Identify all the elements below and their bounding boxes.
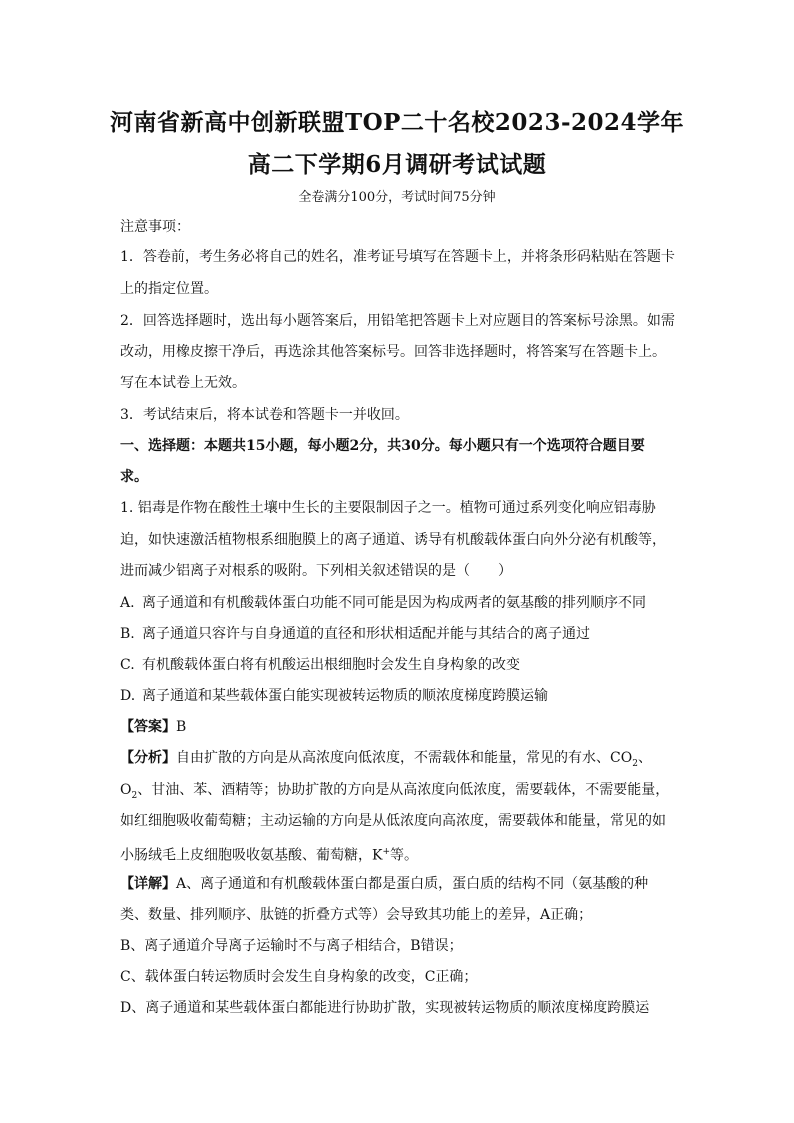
- analysis-text: 等。: [390, 847, 419, 864]
- notice-item-1-line1: 1．答卷前，考生务必将自己的姓名，准考证号填写在答题卡上，并将条形码粘贴在答题卡: [120, 249, 675, 265]
- question-stem-line2: 迫，如快速激活植物根系细胞膜上的离子通道、诱导有机酸载体蛋白向外分泌有机酸等，: [120, 532, 666, 548]
- analysis-text: 小肠绒毛上皮细胞吸收氨基酸、葡萄糖，K: [120, 847, 383, 864]
- analysis-text: 、甘油、苯、酒精等；协助扩散的方向是从高浓度向低浓度，需要载体，不需要能量，: [137, 782, 670, 798]
- answer-value: B: [176, 719, 187, 735]
- notice-item-2-line2: 改动，用橡皮擦干净后，再选涂其他答案标号。回答非选择题时，将答案写在答题卡上。: [120, 344, 666, 360]
- section-heading-line2: 求。: [120, 469, 148, 485]
- notice-item-1-line2: 上的指定位置。: [120, 281, 218, 297]
- answer-line: [120, 718, 186, 736]
- analysis-line1: [120, 749, 652, 773]
- option-a: [120, 594, 646, 612]
- question-stem-line1: 1. 铝毒是作物在酸性土壤中生长的主要限制因子之一。植物可通过系列变化响应铝毒胁: [120, 500, 656, 516]
- notice-item-3: 3．考试结束后，将本试卷和答题卡一并收回。: [120, 407, 409, 423]
- notice-heading: 注意事项：: [120, 219, 190, 235]
- notice-item-2-line1: 2．回答选择题时，选出每小题答案后，用铅笔把答题卡上对应题目的答案标号涂黑。如需: [120, 313, 675, 329]
- option-b: [120, 625, 590, 643]
- subscript: 2: [632, 758, 638, 769]
- doc-title-line2: 高二下学期6月调研考试试题: [247, 151, 547, 178]
- detail-line4: C、载体蛋白转运物质时会发生自身构象的改变，C正确；: [120, 969, 478, 985]
- superscript: +: [382, 847, 391, 857]
- exam-info: 全卷满分100分，考试时间75分钟: [298, 190, 496, 205]
- analysis-text: O: [120, 782, 132, 798]
- notice-item-2-line3: 写在本试卷上无效。: [120, 375, 246, 391]
- detail-line5: D、离子通道和某些载体蛋白都能进行协助扩散，实现被转运物质的顺浓度梯度跨膜运: [120, 1000, 650, 1016]
- section-heading-line1: 一、选择题：本题共15小题，每小题2分，共30分。每小题只有一个选项符合题目要: [120, 438, 645, 454]
- option-text: 离子通道和有机酸载体蛋白功能不同可能是因为构成两者的氨基酸的排列顺序不同: [142, 595, 646, 611]
- analysis-text: 、: [637, 750, 652, 766]
- question-stem-line3: 进而减少铝离子对根系的吸附。下列相关叙述错误的是（ ）: [120, 563, 512, 579]
- detail-line1: [120, 875, 648, 893]
- answer-tag: 【答案】: [120, 719, 176, 735]
- option-text: 离子通道只容许与自身通道的直径和形状相适配并能与其结合的离子通过: [142, 626, 590, 642]
- doc-title-line1: 河南省新高中创新联盟TOP二十名校2023-2024学年: [109, 109, 685, 136]
- analysis-line3: 如红细胞吸收葡萄糖；主动运输的方向是从低浓度向高浓度，需要载体和能量，常见的如: [120, 813, 666, 829]
- detail-line3: B、离子通道介导离子运输时不与离子相结合，B错误；: [120, 938, 463, 954]
- analysis-line4: [120, 843, 418, 865]
- detail-tag: 【详解】: [120, 876, 176, 892]
- detail-line2: 类、数量、排列顺序、肽链的折叠方式等）会导致其功能上的差异，A正确；: [120, 907, 593, 923]
- option-label: C.: [120, 657, 135, 673]
- analysis-text: 自由扩散的方向是从高浓度向低浓度，不需载体和能量，常见的有水、CO: [176, 750, 633, 766]
- subscript: 2: [131, 790, 138, 801]
- option-text: 有机酸载体蛋白将有机酸运出根细胞时会发生自身构象的改变: [142, 657, 520, 673]
- option-label: A.: [120, 595, 135, 611]
- option-d: [120, 687, 548, 705]
- analysis-line2: [120, 781, 669, 805]
- option-label: B.: [120, 626, 135, 642]
- option-c: [120, 656, 520, 674]
- option-text: 离子通道和某些载体蛋白能实现被转运物质的顺浓度梯度跨膜运输: [142, 688, 548, 704]
- analysis-tag: 【分析】: [120, 750, 176, 766]
- detail-text: A、离子通道和有机酸载体蛋白都是蛋白质，蛋白质的结构不同（氨基酸的种: [176, 876, 649, 892]
- option-label: D.: [120, 688, 136, 704]
